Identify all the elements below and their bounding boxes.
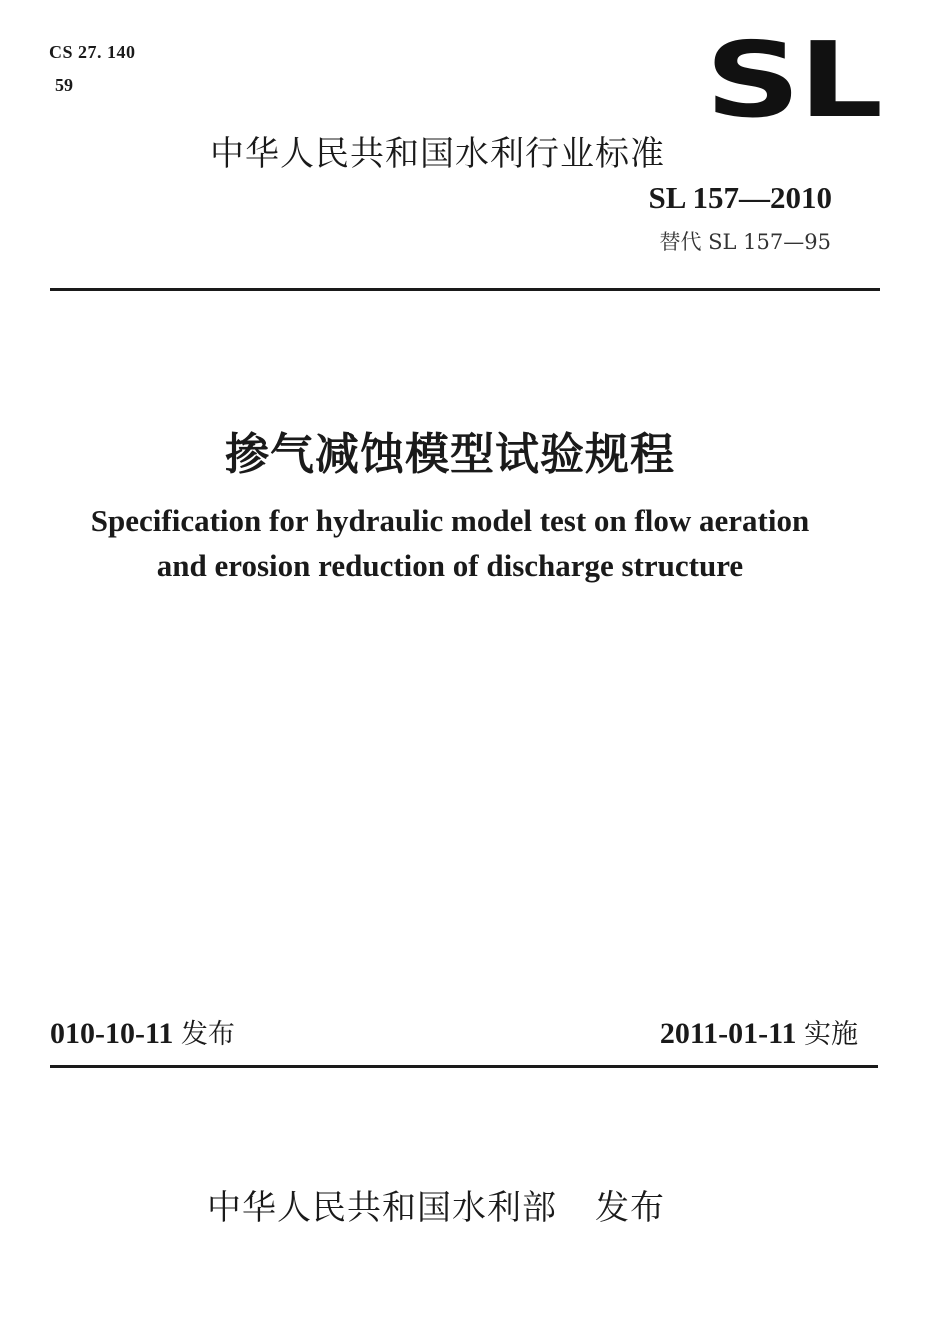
publish-label: 发布 (595, 1188, 665, 1228)
industry-standard-heading: 中华人民共和国水利行业标准 (210, 134, 665, 174)
issue-date: 010-10-11 (50, 1017, 174, 1050)
title-chinese: 掺气减蚀模型试验规程 (225, 429, 675, 480)
replaces-standard: 替代 SL 157—95 (659, 230, 831, 254)
issue-label: 发布 (180, 1019, 235, 1050)
implementation-label: 实施 (804, 1019, 858, 1050)
top-divider (50, 288, 880, 291)
implementation-date: 2011-01-11 (659, 1017, 797, 1050)
implementation-date-block (660, 1012, 858, 1051)
publisher-block (207, 1180, 665, 1229)
standard-number: SL 157—2010 (648, 180, 832, 215)
sl-logo: SL (705, 19, 881, 141)
ccs-code: 59 (55, 75, 73, 95)
title-english-line-1: Specification for hydraulic model test on flow aeration (90, 503, 810, 538)
issue-date-block (50, 1012, 235, 1051)
bottom-divider (50, 1065, 878, 1068)
title-english-line-2: and erosion reduction of discharge structure (156, 548, 744, 583)
publisher-name: 中华人民共和国水利部 (207, 1188, 557, 1228)
ics-code: CS 27. 140 (49, 42, 136, 62)
